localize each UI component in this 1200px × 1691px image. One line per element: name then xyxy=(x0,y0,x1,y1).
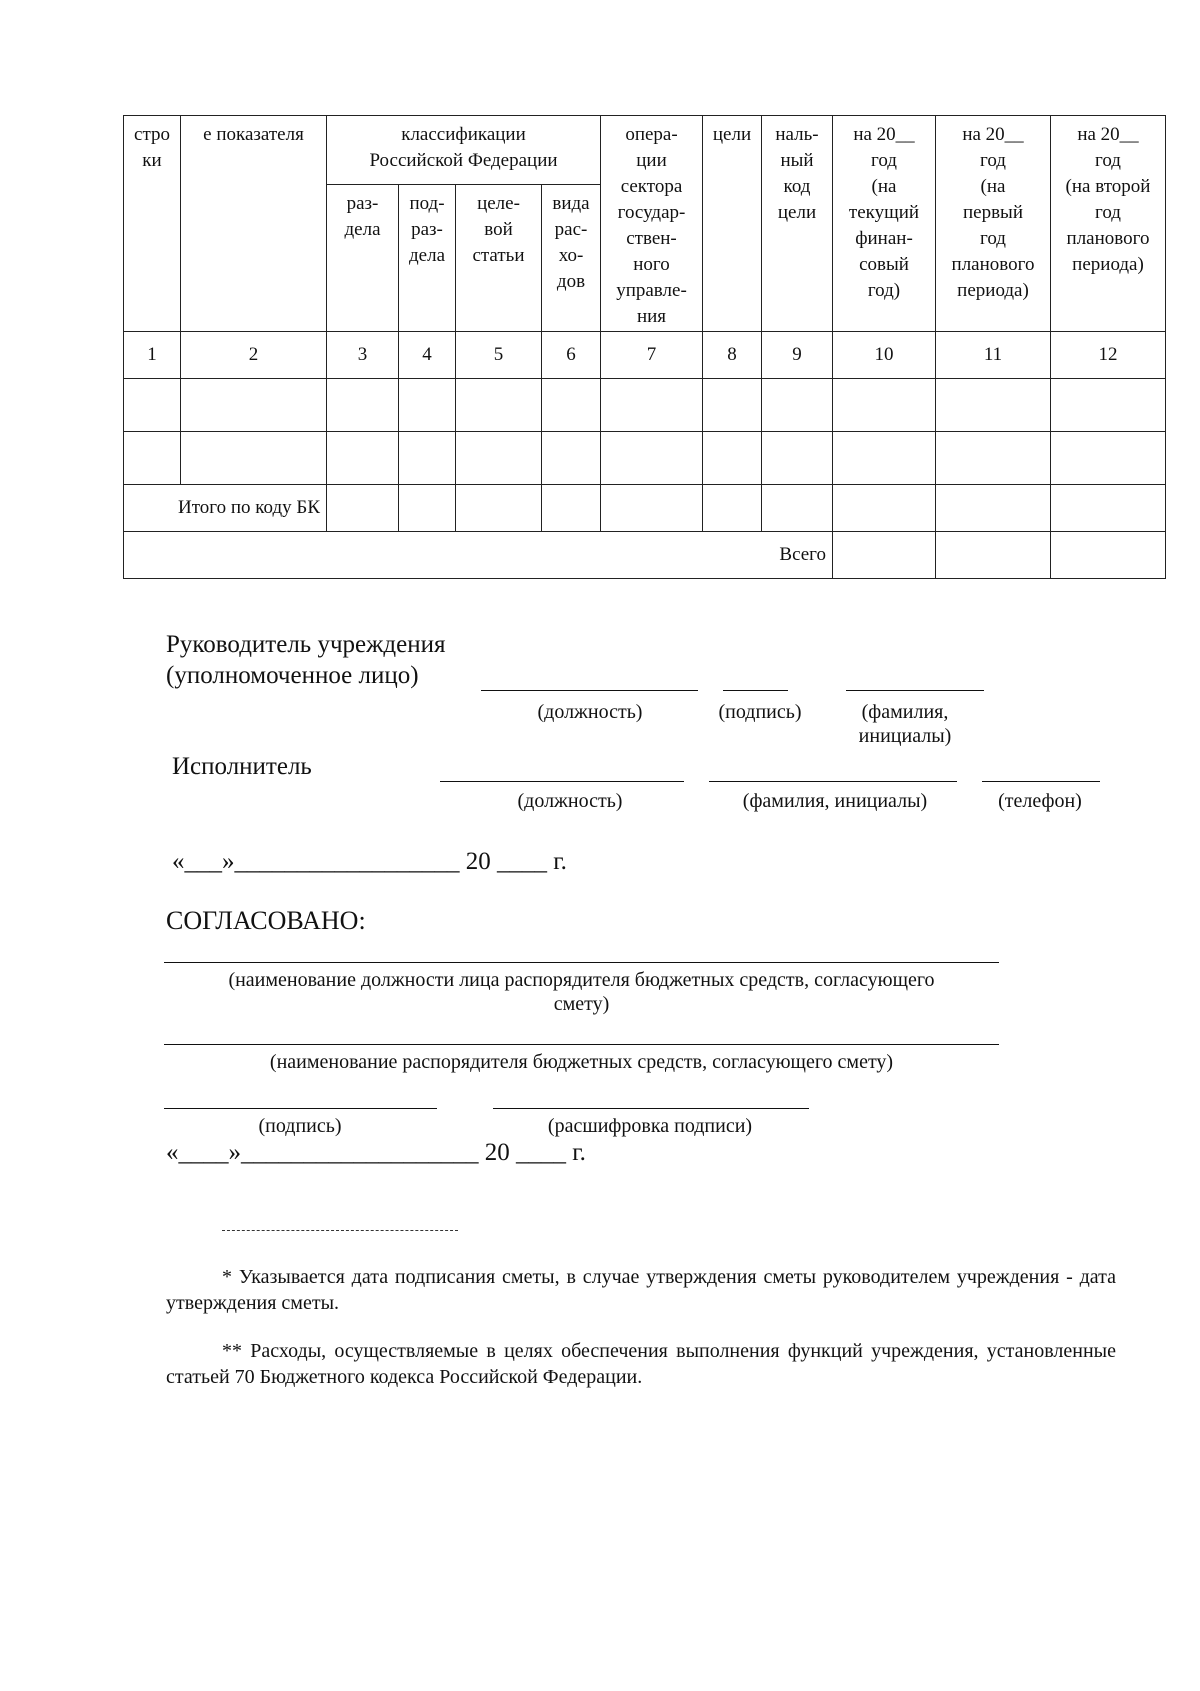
estimate-table xyxy=(123,115,1166,579)
agreed-signature-line xyxy=(164,1108,437,1109)
caption-signature: (подпись) xyxy=(718,701,802,723)
grand-total-row xyxy=(124,532,1166,579)
executor-position-line xyxy=(440,781,684,782)
col-number: 8 xyxy=(703,332,762,379)
head-classification: классификации Российской Федерации xyxy=(327,116,601,185)
head-goal-code: наль- ный код цели xyxy=(762,116,833,332)
col-number: 1 xyxy=(124,332,181,379)
total-by-code-label: Итого по коду БК xyxy=(124,485,327,532)
caption-agreed-position: (наименование должности лица распорядителя бюджетных средств, согласующего смету) xyxy=(228,969,935,1015)
executor-name-line xyxy=(709,781,957,782)
head-first-plan-year: на 20__ год (на первый год планового периода) xyxy=(936,116,1051,332)
agreed-position-line xyxy=(164,962,999,963)
caption-position: (должность) xyxy=(537,701,643,723)
date-line-1: «___»__________________ 20 ____ г. xyxy=(172,848,567,875)
grand-total-label: Всего xyxy=(124,532,833,579)
footnote-2: ** Расходы, осуществляемые в целях обеспечения выполнения функций учреждения, установленные статьей 70 Бюджетного кодекса Российской Федерации. xyxy=(166,1340,1116,1388)
agreed-decode-line xyxy=(493,1108,809,1109)
head-title: Руководитель учреждения xyxy=(166,631,446,658)
col-number: 12 xyxy=(1051,332,1166,379)
date-line-2: «____»___________________ 20 ____ г. xyxy=(166,1139,586,1166)
col-number: 7 xyxy=(601,332,703,379)
col-number: 6 xyxy=(542,332,601,379)
caption-name: (фамилия, инициалы) xyxy=(858,701,952,747)
head-target-article: целе- вой статьи xyxy=(456,185,542,332)
head-subtitle: (уполномоченное лицо) xyxy=(166,662,419,689)
caption-agreed-org: (наименование распорядителя бюджетных средств, согласующего смету) xyxy=(269,1051,894,1073)
position-line xyxy=(481,690,698,691)
head-current-year: на 20__ год (на текущий финан- совый год) xyxy=(833,116,936,332)
column-number-row xyxy=(124,332,1166,379)
col-number: 11 xyxy=(936,332,1051,379)
signature-line xyxy=(723,690,788,691)
caption-executor-name: (фамилия, инициалы) xyxy=(742,790,928,812)
agreed-org-line xyxy=(164,1044,999,1045)
caption-agreed-decode: (расшифровка подписи) xyxy=(547,1115,753,1137)
total-by-code-row xyxy=(124,485,1166,532)
head-second-plan-year: на 20__ год (на второй год планового периода) xyxy=(1051,116,1166,332)
col-number: 10 xyxy=(833,332,936,379)
caption-agreed-signature: (подпись) xyxy=(258,1115,342,1137)
header-row-1 xyxy=(124,116,1166,185)
head-subsection: под- раз- дела xyxy=(399,185,456,332)
head-expense-type: вида рас- хо- дов xyxy=(542,185,601,332)
name-line xyxy=(846,690,984,691)
col-number: 5 xyxy=(456,332,542,379)
col-number: 9 xyxy=(762,332,833,379)
head-section: раз- дела xyxy=(327,185,399,332)
agreed-heading: СОГЛАСОВАНО: xyxy=(166,906,366,935)
footnote-separator xyxy=(222,1230,458,1231)
head-operation-code: опера- ции сектора государ- ствен- ного управле- ния xyxy=(601,116,703,332)
head-indicator-name: е показателя xyxy=(181,116,327,332)
col-number: 3 xyxy=(327,332,399,379)
executor-phone-line xyxy=(982,781,1100,782)
col-number: 4 xyxy=(399,332,456,379)
executor-label: Исполнитель xyxy=(172,753,312,780)
caption-executor-phone: (телефон) xyxy=(998,790,1082,812)
head-row-number: стро ки xyxy=(124,116,181,332)
table-row xyxy=(124,432,1166,485)
col-number: 2 xyxy=(181,332,327,379)
head-goal: цели xyxy=(703,116,762,332)
footnote-1: * Указывается дата подписания сметы, в случае утверждения сметы руководителем учреждения - дата утверждения сметы. xyxy=(166,1266,1116,1314)
caption-executor-position: (должность) xyxy=(517,790,623,812)
table-row xyxy=(124,379,1166,432)
